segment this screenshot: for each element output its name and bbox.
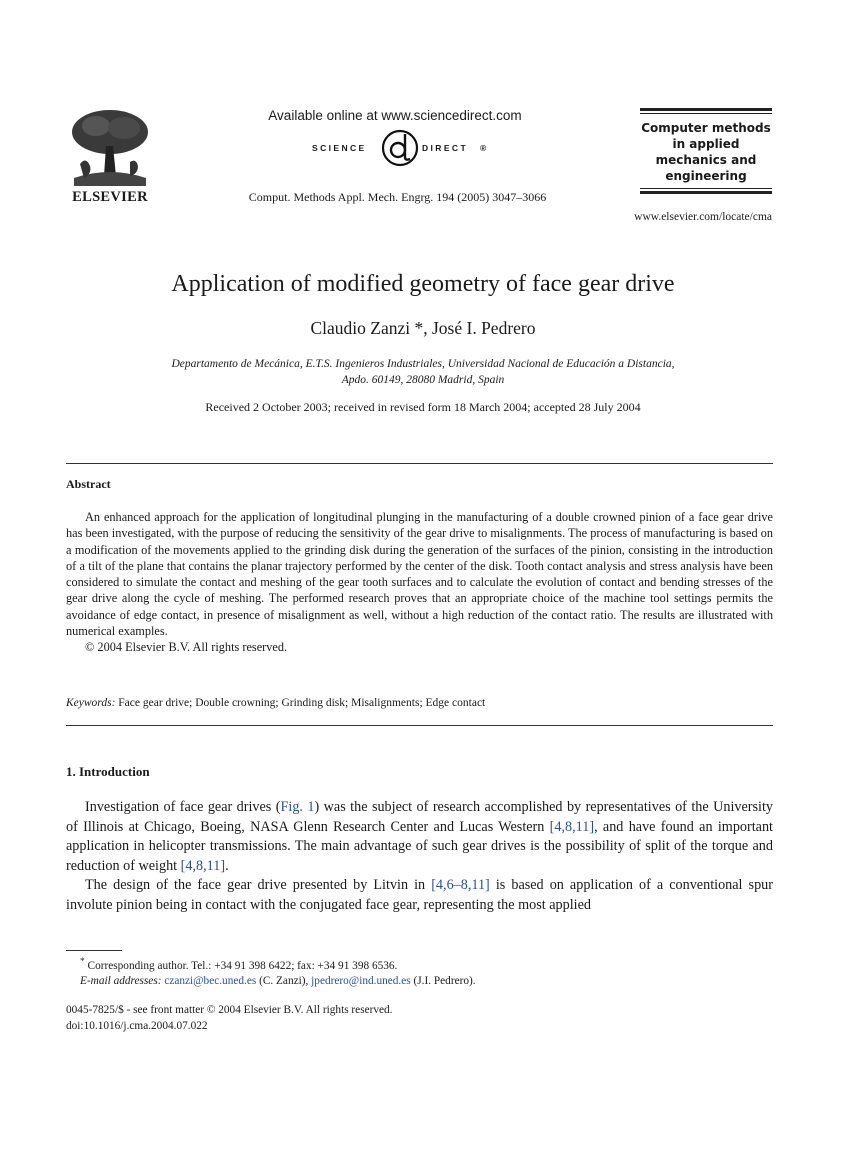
intro-paragraph-1 [66, 798, 773, 876]
reference-link[interactable]: [4,8,11] [180, 857, 226, 874]
masthead-rule-top [640, 108, 772, 111]
footnote-corresponding-text: Corresponding author. Tel.: +34 91 398 6422; fax: +34 91 398 6536. [87, 959, 398, 972]
sciencedirect-logo [290, 128, 505, 168]
journal-name-line: engineering [665, 169, 747, 183]
intro-text: , and have found an important application in helicopter transmissions. The main advantage of such gear drives is the possibility of split of the torque and reduction of weight [66, 818, 774, 874]
paper-title: Application of modified geometry of face gear drive [171, 271, 675, 297]
at-sign-icon [380, 128, 420, 168]
author-list: Claudio Zanzi *, José I. Pedrero [310, 318, 536, 338]
available-online-text: Available online at www.sciencedirect.com [268, 108, 522, 123]
footnote-star: * [80, 957, 85, 967]
masthead-rule-bottom-thin [640, 188, 772, 189]
intro-text: . [225, 857, 229, 874]
keywords-list: Face gear drive; Double crowning; Grinding disk; Misalignments; Edge contact [118, 697, 486, 709]
affiliation-line: Apdo. 60149, 28080 Madrid, Spain [341, 374, 505, 386]
keywords-label: Keywords: [66, 697, 116, 709]
sd-word-right: DIRECT [422, 143, 469, 153]
journal-name [640, 114, 772, 188]
journal-name-line: in applied [672, 137, 740, 151]
intro-text: ) was the subject of research accomplished by representatives of the University of Illinois at Chicago, Boeing, NASA Glenn Research Center and Lucas Western [66, 799, 773, 835]
email-link[interactable]: czanzi@bec.uned.es [164, 974, 257, 987]
introduction-body [66, 798, 773, 916]
received-dates: Received 2 October 2003; received in revised form 18 March 2004; accepted 28 July 2004 [205, 400, 641, 414]
email-owner: (J.I. Pedrero). [410, 974, 476, 987]
publisher-wordmark: ELSEVIER [72, 189, 148, 205]
journal-url-link[interactable]: www.elsevier.com/locate/cma [634, 211, 772, 223]
abstract-heading: Abstract [66, 477, 111, 491]
intro-text: The design of the face gear drive presented by Litvin in [85, 877, 432, 894]
footnote-corresponding [66, 955, 773, 974]
reference-link[interactable]: [4,6–8,11] [431, 877, 490, 894]
front-matter-info [66, 1003, 566, 1034]
affiliation [100, 356, 746, 388]
intro-text: Investigation of face gear drives ( [85, 799, 281, 815]
sd-word-left: SCIENCE [312, 143, 367, 153]
email-owner: (C. Zanzi), [256, 974, 312, 987]
keywords [66, 697, 773, 709]
divider-bottom [66, 725, 773, 726]
doi-line: doi:10.1016/j.cma.2004.07.022 [66, 1019, 208, 1032]
abstract-copyright: © 2004 Elsevier B.V. All rights reserved. [85, 640, 288, 655]
affiliation-line: Departamento de Mecánica, E.T.S. Ingenieros Industriales, Universidad Nacional de Educación a Distancia, [171, 358, 675, 370]
section-heading: 1. Introduction [66, 764, 150, 779]
reference-link[interactable]: [4,8,11] [549, 818, 595, 835]
journal-name-line: mechanics and [655, 153, 757, 167]
intro-text: is based on application of a conventional spur involute pinion being in contact with the conjugated face gear, representing the most applied [66, 877, 773, 913]
divider-top [66, 463, 773, 464]
footnote-emails [66, 974, 773, 989]
masthead-rule-bottom [640, 191, 772, 194]
footnotes [66, 955, 773, 989]
journal-citation: Comput. Methods Appl. Mech. Engrg. 194 (2005) 3047–3066 [248, 190, 547, 204]
abstract-text: An enhanced approach for the application of longitudinal plunging in the manufacturing of a double crowned pinion of a face gear drive has been investigated, with the purpose of reducing the sensitivity of the gear drive to misalignments. The process of manufacturing is based on a modification of the movements applied to the grinding disk during the generation of the surfaces of the pinion, consisting in the introduction of a tilt of the plane that contains the planar trajectory performed by the center of the disk. Tooth contact analysis and stress analysis have been considered to simulate the contact and meshing of the gear tooth surfaces and to calculate the evolution of contact and bending stresses of the gear drive along the cycle of meshing. The performed research proves that an appropriate choice of the machine tool settings permits the avoidance of edge contact, in presence of misalignment as well, without a high reduction of the contact ratio. The results are illustrated with numerical examples. [66, 510, 773, 639]
sd-registered-mark: ® [480, 143, 487, 153]
email-link[interactable]: jpedrero@ind.uned.es [311, 974, 411, 987]
footnote-rule [66, 950, 122, 951]
journal-masthead [640, 108, 772, 194]
abstract-body [66, 509, 773, 656]
figure-link[interactable]: Fig. 1 [280, 799, 315, 815]
intro-paragraph-2 [66, 876, 773, 915]
issn-line: 0045-7825/$ - see front matter © 2004 Elsevier B.V. All rights reserved. [66, 1004, 393, 1016]
journal-name-line: Computer methods [641, 121, 771, 135]
email-label: E-mail addresses: [80, 974, 162, 987]
